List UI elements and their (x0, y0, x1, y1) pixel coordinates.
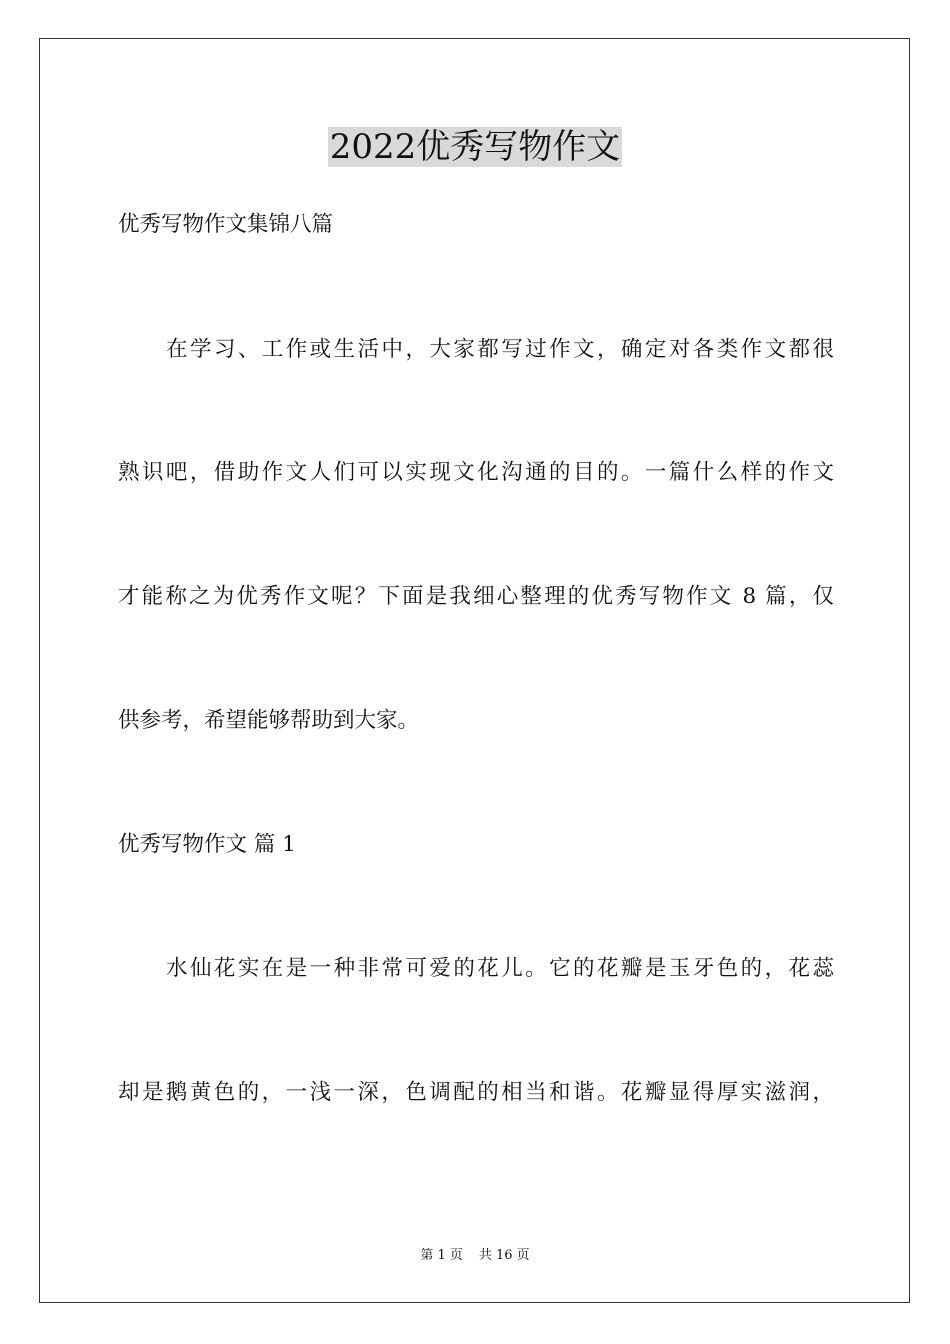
page-footer (0, 1246, 950, 1266)
page-number: 第 1 页 (420, 1248, 463, 1263)
paragraph-1-line-2: 熟识吧，借助作文人们可以实现文化沟通的目的。一篇什么样的作文 (118, 460, 834, 485)
page-total: 共 16 页 (478, 1248, 530, 1263)
paragraph-1-line-3: 才能称之为优秀作文呢？下面是我细心整理的优秀写物作文 8 篇，仅 (118, 584, 834, 609)
paragraph-2-line-2: 却是鹅黄色的，一浅一深，色调配的相当和谐。花瓣显得厚实滋润， (118, 1080, 834, 1105)
document-title-text: 2022优秀写物作文 (329, 127, 621, 167)
document-title (0, 124, 950, 170)
paragraph-1-line-1: 在学习、工作或生活中，大家都写过作文，确定对各类作文都很 (166, 337, 834, 362)
paragraph-1-line-4: 供参考，希望能够帮助到大家。 (118, 708, 420, 733)
document-subtitle: 优秀写物作文集锦八篇 (118, 212, 334, 237)
section-heading: 优秀写物作文 篇 1 (118, 832, 296, 857)
paragraph-2-line-1: 水仙花实在是一种非常可爱的花儿。它的花瓣是玉牙色的，花蕊 (166, 956, 834, 981)
